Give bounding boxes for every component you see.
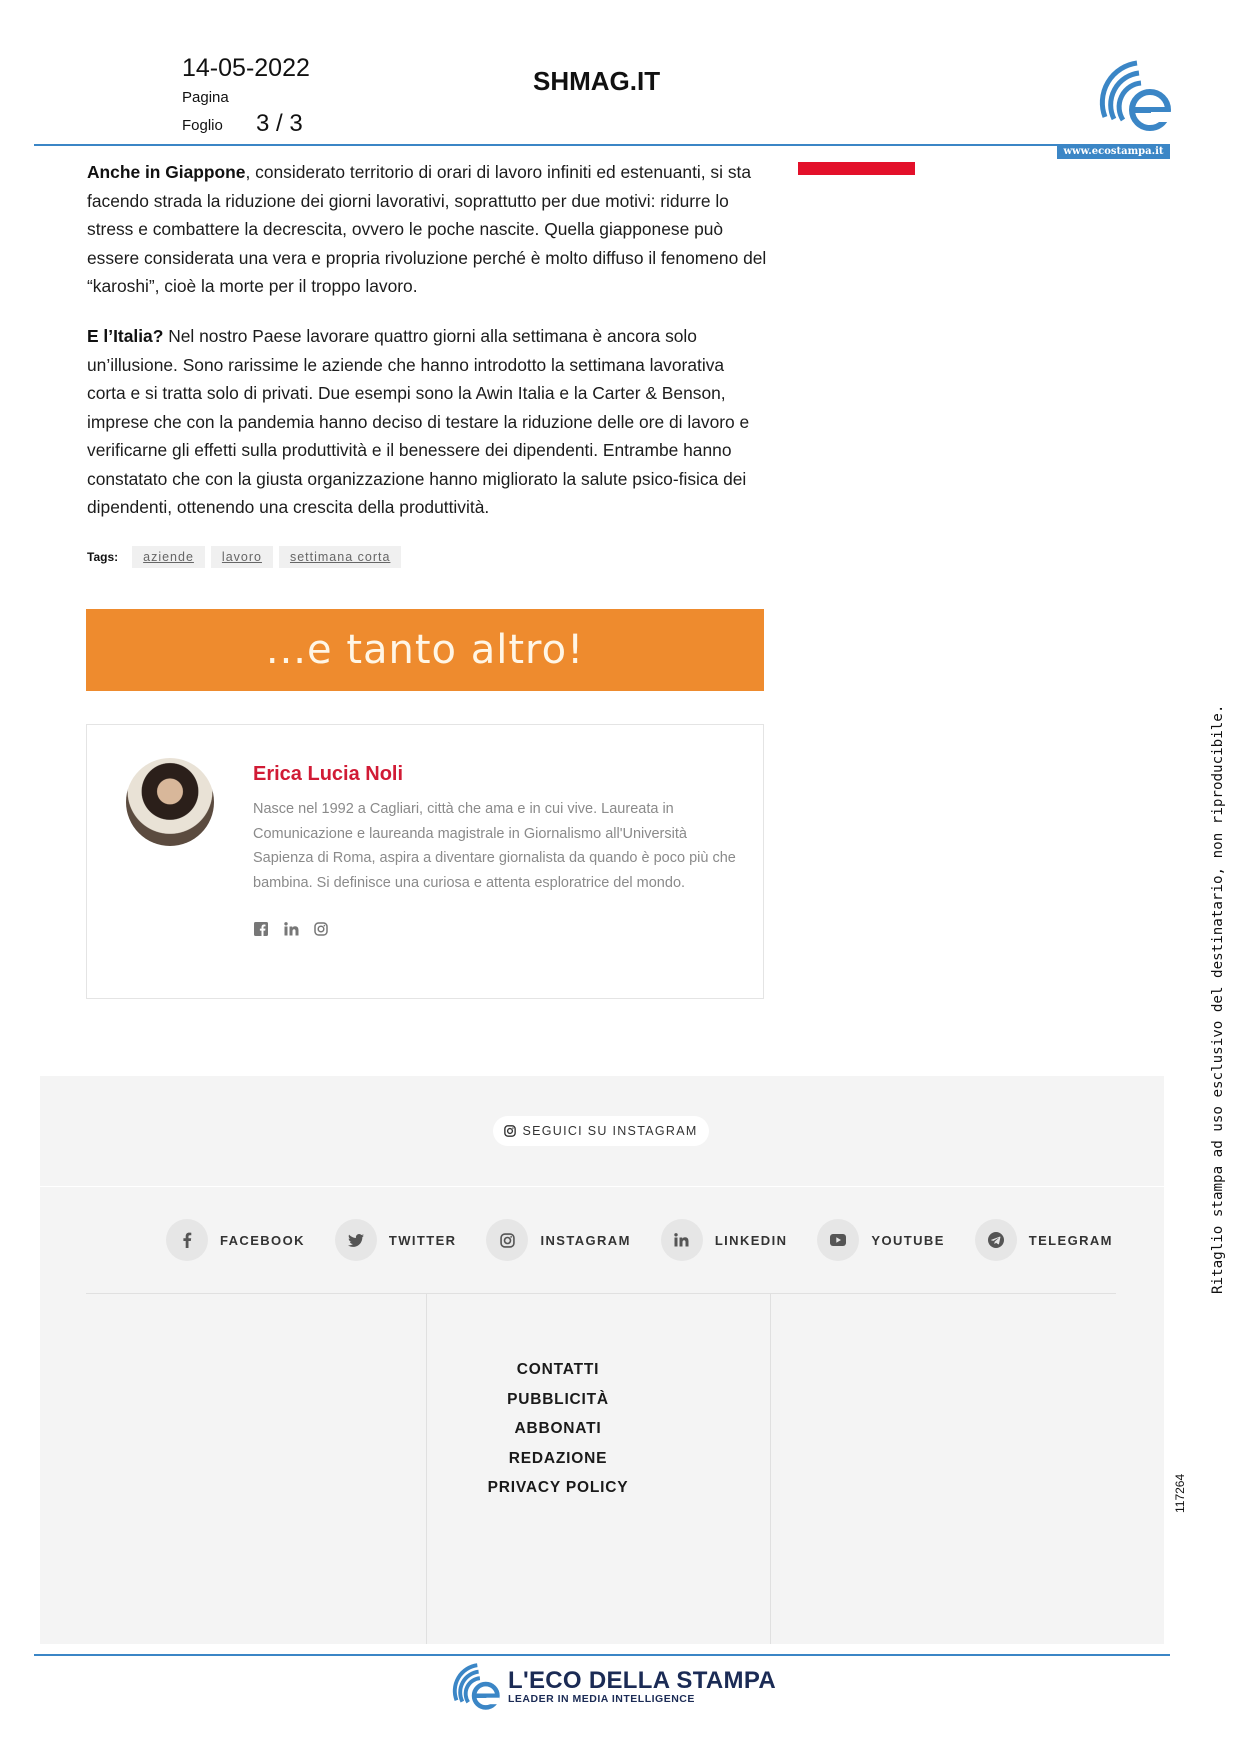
foglio-value: 3 / 3 — [256, 110, 303, 137]
author-name[interactable]: Erica Lucia Noli — [253, 763, 404, 785]
clipping-code: 117264 — [1173, 1473, 1187, 1513]
follow-instagram-label: SEGUICI SU INSTAGRAM — [522, 1124, 698, 1138]
twitter-icon — [335, 1219, 377, 1261]
social-facebook-label: FACEBOOK — [220, 1232, 305, 1248]
linkedin-icon[interactable] — [283, 921, 299, 937]
pagina-label: Pagina — [182, 89, 229, 106]
footer-link-pubblicita[interactable]: PUBBLICITÀ — [507, 1390, 609, 1408]
social-youtube-label: YOUTUBE — [871, 1232, 945, 1248]
instagram-icon[interactable] — [313, 921, 329, 937]
telegram-icon — [975, 1219, 1017, 1261]
instagram-icon — [486, 1219, 528, 1261]
tags-row — [87, 546, 401, 568]
footer-link-redazione[interactable]: REDAZIONE — [508, 1449, 608, 1467]
author-box — [86, 724, 764, 999]
instagram-icon — [504, 1125, 516, 1137]
footer-column-divider — [770, 1294, 771, 1644]
social-instagram-label: INSTAGRAM — [540, 1232, 631, 1248]
footer-social-row — [166, 1219, 1143, 1261]
tag-aziende[interactable]: aziende — [132, 546, 205, 568]
footer-link-abbonati[interactable]: ABBONATI — [514, 1420, 602, 1438]
logo-text — [508, 1667, 776, 1705]
author-avatar — [126, 758, 214, 846]
footer-links — [386, 1355, 730, 1503]
bottom-divider — [34, 1654, 1170, 1656]
logo-subtitle: LEADER IN MEDIA INTELLIGENCE — [508, 1693, 695, 1705]
facebook-icon — [166, 1219, 208, 1261]
paragraph-giappone — [87, 158, 767, 301]
author-social-links — [253, 921, 329, 937]
clipping-date: 14-05-2022 — [182, 54, 310, 82]
social-telegram-label: TELEGRAM — [1028, 1232, 1113, 1248]
author-bio: Nasce nel 1992 a Cagliari, città che ama e in cui vive. Laureata in Comunicazione e laureanda magistrale in Giornalismo all'Università Sapienza di Roma, aspira a diventare giornalista da quando è poco più che bambina. Si definisce una curiosa e attenta esploratrice del mondo. — [253, 801, 736, 891]
youtube-icon — [817, 1219, 859, 1261]
social-facebook[interactable] — [166, 1219, 305, 1261]
paragraph-italia — [87, 322, 767, 522]
footer-divider — [86, 1293, 1116, 1294]
promo-banner[interactable] — [86, 609, 764, 691]
footer-instagram-area — [40, 1076, 1164, 1186]
social-twitter[interactable] — [335, 1219, 457, 1261]
facebook-icon[interactable] — [253, 921, 269, 937]
red-accent-bar — [798, 162, 915, 175]
social-telegram[interactable] — [975, 1219, 1113, 1261]
footer — [40, 1187, 1164, 1644]
linkedin-icon — [661, 1219, 703, 1261]
paragraph-body: Nel nostro Paese lavorare quattro giorni alla settimana è ancora solo un’illusione. Sono rarissime le aziende che hanno introdotto la settimana lavorativa corta e si tratta solo di privati. Due esempi sono la Awin Italia e la Carter & Benson, imprese che con la pandemia hanno deciso di testare la riduzione delle ore di lavoro e verificarne gli effetti sulla produttività e il benessere dei dipendenti. Entrambe hanno constatato che con la giusta organizzazione hanno migliorato la salute psico-fisica dei dipendenti, ottenendo una crescita della produttività. — [87, 326, 750, 517]
social-linkedin-label: LINKEDIN — [714, 1232, 788, 1248]
banner-text: ...e tanto altro! — [265, 627, 585, 673]
logo-title: L'ECO DELLA STAMPA — [508, 1667, 776, 1694]
footer-link-privacy-policy[interactable]: PRIVACY POLICY — [487, 1479, 629, 1497]
social-youtube[interactable] — [817, 1219, 944, 1261]
tags-label: Tags: — [87, 550, 119, 564]
social-instagram[interactable] — [486, 1219, 630, 1261]
website-badge: www.ecostampa.it — [1057, 145, 1170, 159]
follow-instagram-button[interactable] — [493, 1116, 709, 1146]
social-twitter-label: TWITTER — [388, 1232, 457, 1248]
paragraph-body: , considerato territorio di orari di lavoro infiniti ed estenuanti, si sta facendo strada la riduzione dei giorni lavorativi, soprattutto per due motivi: ridurre lo stress e combattere la decrescita, ovvero le poche nascite. Quella giapponese può essere considerata una vera e propria rivoluzione perché è molto diffuso il fenomeno del “karoshi”, cioè la morte per il troppo lavoro. — [87, 162, 767, 296]
tag-lavoro[interactable]: lavoro — [211, 546, 273, 568]
ecostampa-logo-icon — [1095, 55, 1175, 135]
header-divider — [34, 144, 1170, 146]
eco-della-stampa-logo — [450, 1660, 776, 1712]
social-linkedin[interactable] — [661, 1219, 788, 1261]
ecostampa-logo-icon — [450, 1660, 502, 1712]
footer-link-contatti[interactable]: CONTATTI — [516, 1361, 600, 1378]
tag-settimana-corta[interactable]: settimana corta — [279, 546, 401, 568]
paragraph-lead: Anche in Giappone — [87, 162, 246, 182]
copyright-notice: Ritaglio stampa ad uso esclusivo del destinatario, non riproducibile. — [1210, 704, 1226, 1294]
paragraph-lead: E l’Italia? — [87, 326, 164, 346]
foglio-label: Foglio — [182, 117, 223, 134]
publication-name: SHMAG.IT — [533, 66, 661, 96]
